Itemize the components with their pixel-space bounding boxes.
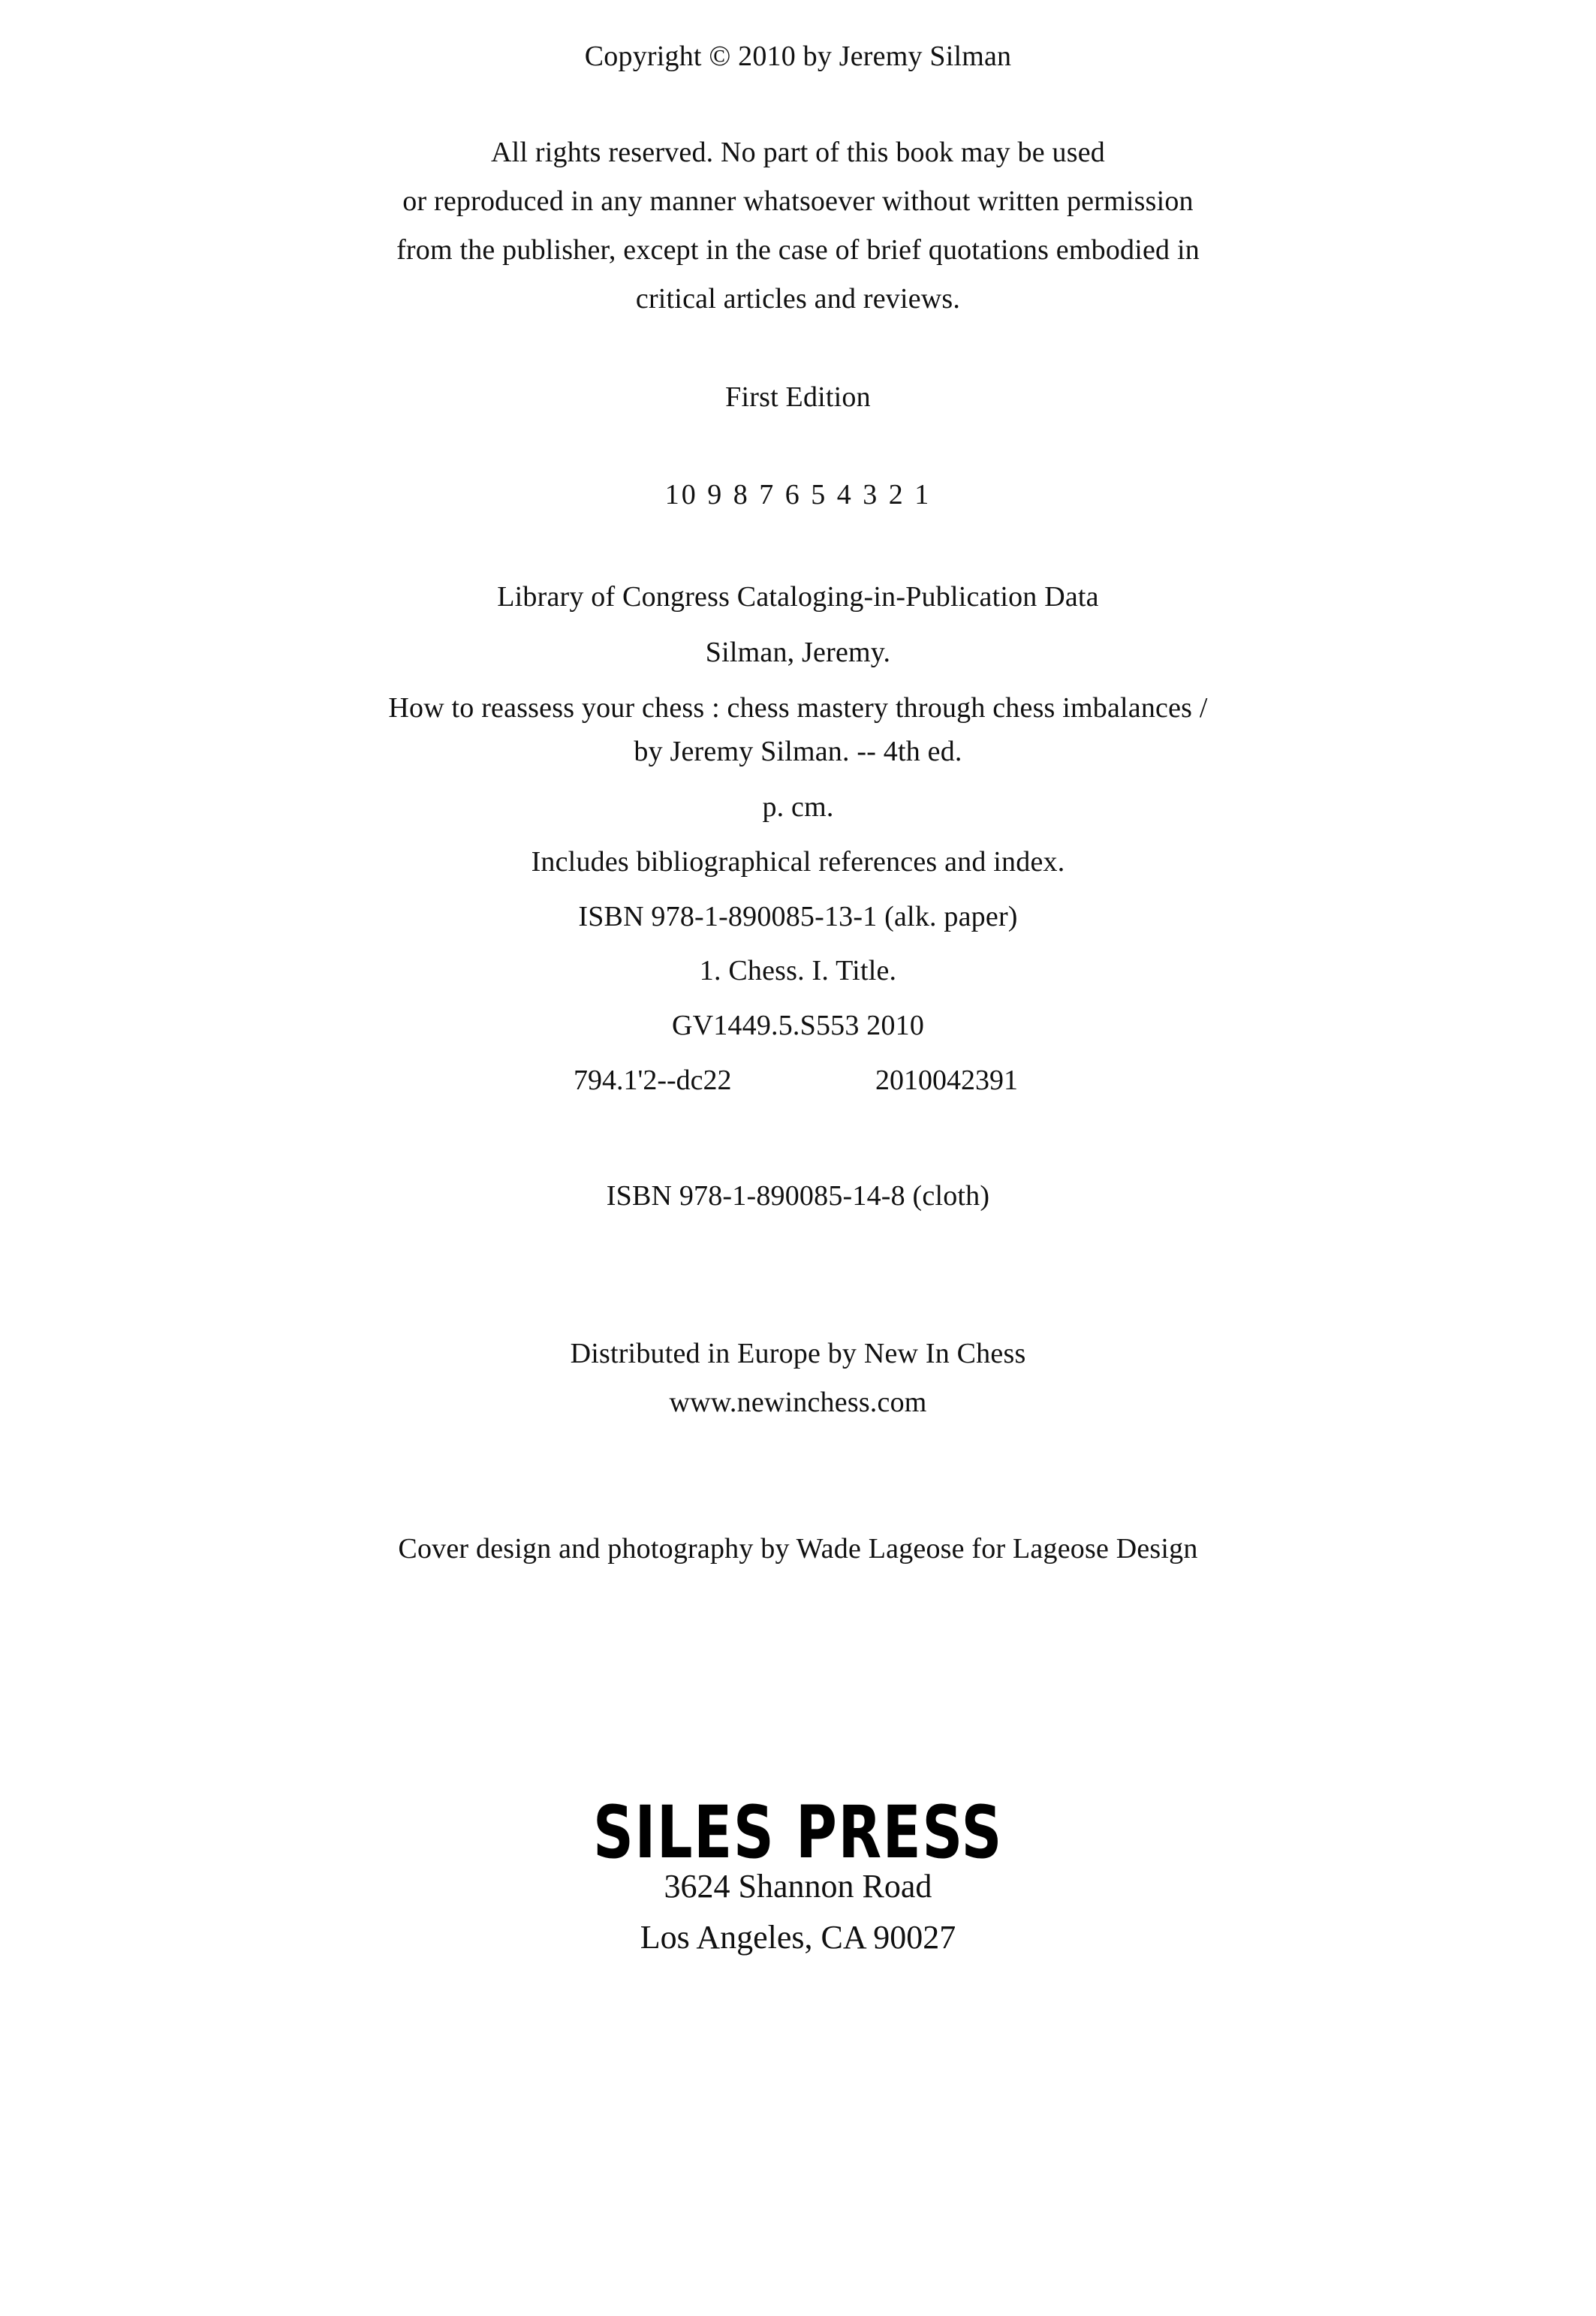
distribution-line: Distributed in Europe by New In Chess [570,1338,1026,1369]
publisher-address-2: Los Angeles, CA 90027 [640,1919,956,1956]
cip-lccn: 2010042391 [875,1065,1018,1096]
rights-line-4: critical articles and reviews. [635,283,961,315]
rights-line-1: All rights reserved. No part of this book may be used [491,137,1105,168]
distribution-website: www.newinchess.com [669,1387,927,1418]
printing-line: 10 9 8 7 6 5 4 3 2 1 [664,479,932,510]
cip-pages: p. cm. [762,791,834,823]
edition-line: First Edition [725,381,871,413]
cip-heading: Library of Congress Cataloging-in-Publication Data [497,581,1099,613]
copyright-line: Copyright © 2010 by Jeremy Silman [584,41,1012,72]
cip-subjects: 1. Chess. I. Title. [699,955,897,986]
publisher-address-1: 3624 Shannon Road [664,1868,932,1905]
publisher-logo: SILES PRESS [593,1790,1003,1875]
rights-line-3: from the publisher, except in the case of brief quotations embodied in [396,234,1200,266]
cip-title-line-2: by Jeremy Silman. -- 4th ed. [634,736,962,767]
cip-dewey: 794.1'2--dc22 [574,1065,732,1096]
cip-lc-class: GV1449.5.S553 2010 [671,1010,925,1041]
cip-isbn-paper: ISBN 978-1-890085-13-1 (alk. paper) [578,901,1018,932]
cip-title-line-1: How to reassess your chess : chess mastery through chess imbalances / [388,692,1208,724]
cover-credit: Cover design and photography by Wade Lageose for Lageose Design [398,1533,1198,1565]
rights-line-2: or reproduced in any manner whatsoever without written permission [402,185,1194,217]
cip-includes: Includes bibliographical references and index. [531,846,1065,878]
isbn-cloth: ISBN 978-1-890085-14-8 (cloth) [606,1180,990,1212]
cip-author: Silman, Jeremy. [705,637,891,668]
